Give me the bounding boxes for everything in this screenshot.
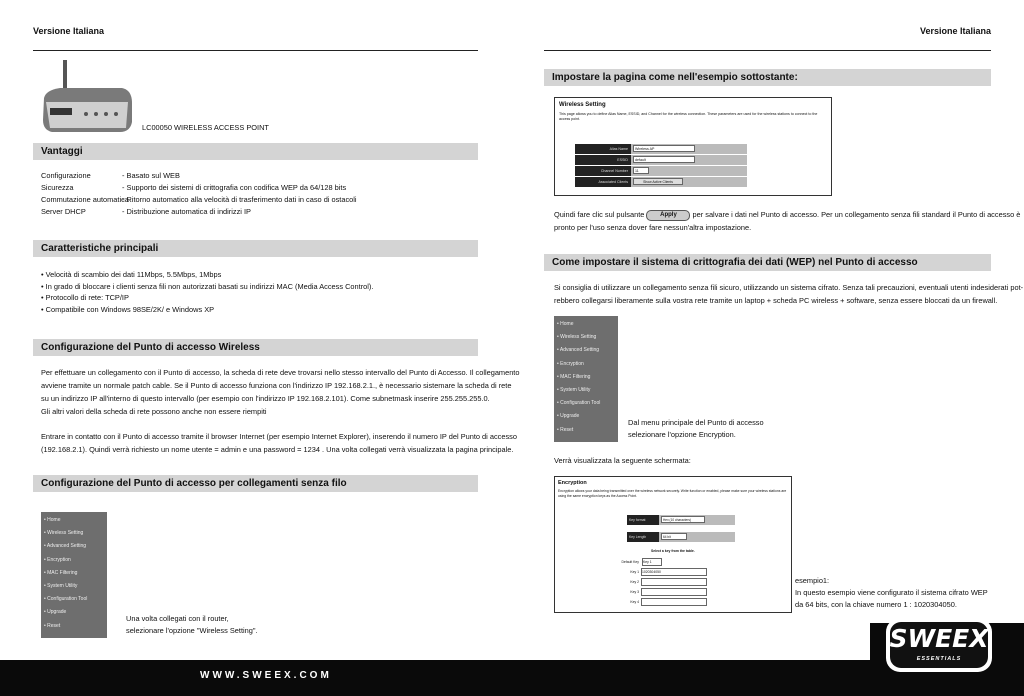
menu-item: • Upgrade <box>41 606 107 619</box>
paragraph-line: rebbero collegarsi liberamente sulla vostra rete tramite un laptop + scheda PC wireless + software, senza essere bloccati da un firewall. <box>554 296 998 305</box>
form-row <box>575 155 747 165</box>
menu-screenshot-left <box>41 512 107 638</box>
caption-line: selezionare l'opzione "Wireless Setting". <box>126 626 258 635</box>
logo-text: SWEEX <box>889 624 989 653</box>
form-cell <box>631 166 747 176</box>
form-cell <box>659 532 735 542</box>
menu-item: • Configuration Tool <box>554 397 618 410</box>
section-title-impostare: Impostare la pagina come nell'esempio sottostante: <box>544 69 991 86</box>
form-label: Channel Number <box>575 166 631 176</box>
form-cell <box>631 155 747 165</box>
caratteristiche-list <box>41 269 373 315</box>
menu-item: • Upgrade <box>554 410 618 423</box>
keys-table <box>613 568 707 608</box>
caption-line: In questo esempio viene configurato il sistema cifrato WEP <box>795 588 988 597</box>
key-row <box>613 568 707 578</box>
wireless-screen-title: Wireless Setting <box>559 102 606 108</box>
menu-item: • Wireless Setting <box>554 331 618 344</box>
form-label: Key Length <box>627 532 659 542</box>
key-label: Key 3 <box>630 590 639 594</box>
wep-menu-caption <box>628 417 764 441</box>
sweex-logo <box>886 618 992 672</box>
caption-line: selezionare l'opzione Encryption. <box>628 430 736 439</box>
apply-text-after: per salvare i dati nel Punto di accesso. Per un collegamento senza fili standard il Punto di accesso è <box>692 210 1021 219</box>
menu-item: • Home <box>554 318 618 331</box>
form-cell <box>631 144 747 154</box>
apply-text-before: Quindi fare clic sul pulsante <box>554 210 645 219</box>
menu-item: • Reset <box>41 620 107 633</box>
key-format-select[interactable]: Hex (10 characters) <box>661 516 705 523</box>
menu-item: • System Utility <box>554 384 618 397</box>
section-title-caratteristiche: Caratteristiche principali <box>33 240 478 257</box>
menu-item: • MAC Filtering <box>41 567 107 580</box>
key-length-row <box>627 532 735 542</box>
form-label: Associated Clients <box>575 177 631 187</box>
caption-line: Dal menu principale del Punto di accesso <box>628 418 764 427</box>
key-label: Key 4 <box>630 600 639 604</box>
product-caption: LC00050 WIRELESS ACCESS POINT <box>142 123 269 132</box>
footer-url: WWW.SWEEX.COM <box>200 670 332 681</box>
key-input[interactable] <box>641 578 707 586</box>
form-cell <box>659 515 735 525</box>
key-row <box>613 598 707 608</box>
menu-item: • Wireless Setting <box>41 527 107 540</box>
encryption-screenshot <box>554 476 792 613</box>
list-item: • In grado di bloccare i clienti senza fili non autorizzati basati su indirizzi MAC (Media Access Control). <box>41 281 374 291</box>
config-punto-para2 <box>41 430 517 456</box>
header-rule-right <box>544 50 991 51</box>
encryption-screen-desc: Encryption allows your data being transmitted over the wireless network securely. Write function or enabled, please make sure your wireless stations are using the same encryption keys as the Access Point. <box>558 489 787 498</box>
config-punto-para1 <box>41 366 519 418</box>
logo-subtext: ESSENTIALS <box>916 656 962 662</box>
menu-item: • Advanced Setting <box>554 344 618 357</box>
form-label: Alias Name <box>575 144 631 154</box>
default-key-row <box>613 558 662 566</box>
menu-item: • Advanced Setting <box>41 540 107 553</box>
wireless-screen-desc: This page allows you to define Alias Name, ESSID, and Channel for the wireless connection. These parameters are used for the wireless stations to connect to the access point. <box>559 112 818 121</box>
vantaggi-row: Commutazione automatica- Ritorno automatico alla velocità di trasferimento dati in caso di ostacoli <box>41 195 357 204</box>
wireless-setting-screenshot <box>554 97 832 196</box>
menu-item: • System Utility <box>41 580 107 593</box>
header-rule-left <box>33 50 478 51</box>
key-format-row <box>627 515 735 525</box>
key-input[interactable]: 1020304050 <box>641 568 707 576</box>
wireless-form <box>575 144 747 187</box>
essid-input[interactable]: default <box>633 156 695 163</box>
menu-item: • Configuration Tool <box>41 593 107 606</box>
section-title-vantaggi: Vantaggi <box>33 143 478 160</box>
section-title-config-punto: Configurazione del Punto di accesso Wireless <box>33 339 478 356</box>
vantaggi-row: Server DHCP - Distribuzione automatica di indirizzi IP <box>41 207 251 216</box>
menu-screenshot-right <box>554 316 618 442</box>
paragraph-line: su un indirizzo IP all'interno di questo intervallo (per esempio con l'indirizzo IP 192.168.2.101). Come subnetmask inserire 255.255.255.0. <box>41 394 490 403</box>
paragraph-line: Per effettuare un collegamento con il Punto di accesso, la scheda di rete deve trovarsi nello stesso intervallo del Punto di Accesso. Il collegamento <box>41 368 520 377</box>
show-active-clients-button[interactable]: Show Active Clients <box>633 178 683 185</box>
page-header-right: Versione Italiana <box>919 26 991 36</box>
apply-button[interactable]: Apply <box>646 210 690 221</box>
menu-item: • Encryption <box>41 554 107 567</box>
form-cell <box>631 177 747 187</box>
apply-text-line2: pronto per l'uso senza dover fare nessun'altra impostazione. <box>554 223 752 232</box>
vantaggi-list <box>41 170 357 218</box>
menu-item: • MAC Filtering <box>554 371 618 384</box>
list-item: • Velocità di scambio dei dati 11Mbps, 5.5Mbps, 1Mbps <box>41 270 222 279</box>
list-item: • Protocollo di rete: TCP/IP <box>41 293 129 302</box>
select-key-label: Select a key from the table. <box>651 549 695 553</box>
section-title-config-senza-filo: Configurazione del Punto di accesso per collegamenti senza filo <box>33 475 478 492</box>
form-row <box>575 144 747 154</box>
section-title-wep: Come impostare il sistema di crittografia dei dati (WEP) nel Punto di accesso <box>544 254 991 271</box>
form-row <box>575 177 747 187</box>
key-input[interactable] <box>641 588 707 596</box>
vantaggi-row: Configurazione - Basato sul WEB <box>41 171 180 180</box>
key-row <box>613 578 707 588</box>
key-row <box>613 588 707 598</box>
list-item: • Compatibile con Windows 98SE/2K/ e Windows XP <box>41 304 215 314</box>
encryption-screen-title: Encryption <box>558 480 587 486</box>
paragraph-line: (192.168.2.1). Quindi verrà richiesto un nome utente = admin e una password = 1234 . Una volta collegati verrà visualizzata la pagina principale. <box>41 445 514 454</box>
caption-line: da 64 bits, con la chiave numero 1 : 1020304050. <box>795 600 957 609</box>
caption-line: esempio1: <box>795 576 830 585</box>
senza-filo-caption <box>126 613 258 637</box>
screen-caption: Verrà visualizzata la seguente schermata: <box>554 456 691 465</box>
paragraph-line: Entrare in contatto con il Punto di accesso tramite il browser Internet (per esempio Internet Explorer), inserendo il numero IP del Punto di accesso <box>41 432 517 441</box>
form-row <box>575 166 747 176</box>
caption-line: Una volta collegati con il router, <box>126 614 229 623</box>
vantaggi-row: Sicurezza - Supporto dei sistemi di crittografia con codifica WEP da 64/128 bits <box>41 183 347 192</box>
key-label: Key 2 <box>630 580 639 584</box>
menu-item: • Reset <box>554 424 618 437</box>
default-key-select[interactable]: Key 1 <box>642 558 662 566</box>
paragraph-line: Gli altri valori della scheda di rete possono anche non essere riempiti <box>41 407 267 416</box>
page-header-left: Versione Italiana <box>33 26 105 36</box>
form-label: ESSID <box>575 155 631 165</box>
paragraph-line: Si consiglia di utilizzare un collegamento senza fili sicuro, utilizzando un sistema cifrato. Senza tali precauzioni, eventuali utenti indesiderati pot- <box>554 283 1024 292</box>
wep-paragraph <box>554 281 1023 307</box>
alias-name-input[interactable]: Wireless AP <box>633 145 695 152</box>
key-length-select[interactable]: 64 bit <box>661 533 687 540</box>
default-key-label: Default Key <box>621 560 639 564</box>
key-label: Key 1 <box>630 570 639 574</box>
access-point-image <box>40 58 135 138</box>
key-input[interactable] <box>641 598 707 606</box>
form-label: Key format <box>627 515 659 525</box>
example-caption <box>795 575 988 611</box>
menu-item: • Encryption <box>554 358 618 371</box>
menu-item: • Home <box>41 514 107 527</box>
channel-select[interactable]: 11 <box>633 167 649 174</box>
paragraph-line: avviene tramite un normale patch cable. Se il Punto di accesso funziona con l'indirizzo IP 192.168.2.1., è necessario sistemare la scheda di rete <box>41 381 512 390</box>
apply-text-line1 <box>554 208 1020 221</box>
